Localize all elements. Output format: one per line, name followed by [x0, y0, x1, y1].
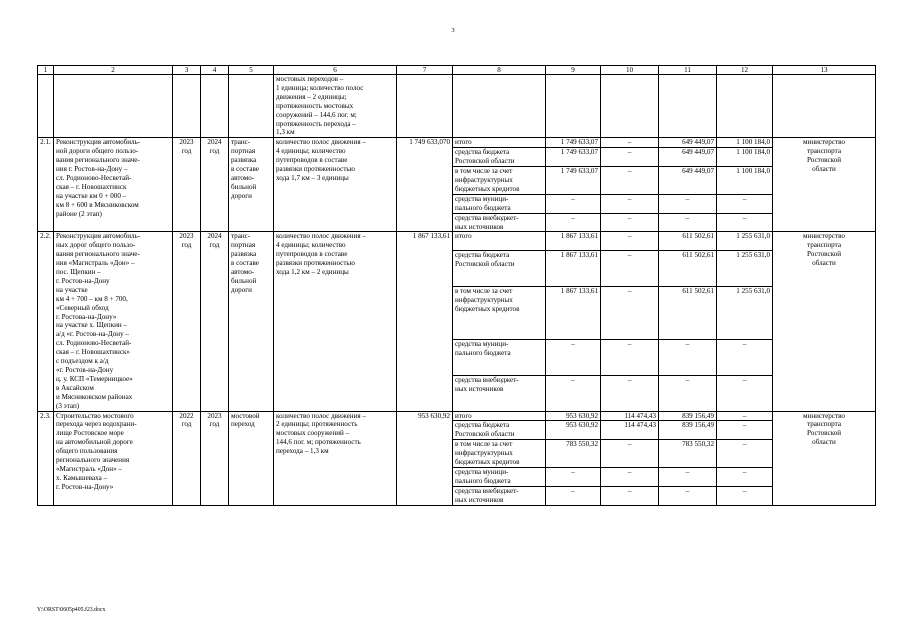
funding-value-c11: 839 156,49 — [659, 421, 717, 440]
funding-value-c10: 114 474,43 — [601, 411, 659, 421]
funding-value-c12: 1 100 184,0 — [717, 138, 773, 148]
funding-value-c12: – — [717, 411, 773, 421]
funding-value-c9: 1 749 633,07 — [546, 148, 601, 167]
program-table — [37, 65, 876, 506]
funding-source: средства бюджета Ростовской области — [453, 251, 546, 287]
funding-value-c10: – — [601, 440, 659, 468]
funding-value-c12: – — [717, 375, 773, 411]
end-year: 2024 год — [201, 232, 229, 411]
executor: министерство транспорта Ростовской области — [773, 232, 876, 411]
header-cell-7: 7 — [397, 66, 453, 75]
funding-value-c11: 649 449,07 — [659, 167, 717, 195]
header-cell-8: 8 — [453, 66, 546, 75]
page-number: 3 — [451, 27, 455, 34]
funding-value-c12: – — [717, 194, 773, 213]
cont-cell — [54, 75, 173, 138]
header-cell-10: 10 — [601, 66, 659, 75]
start-year: 2022 год — [173, 411, 201, 505]
funding-value-c11: – — [659, 486, 717, 505]
funding-value-c11: 783 550,32 — [659, 440, 717, 468]
funding-value-c9: – — [546, 467, 601, 486]
funding-value-c11: – — [659, 194, 717, 213]
project-row — [38, 411, 876, 421]
funding-value-c9: – — [546, 194, 601, 213]
funding-source: итого — [453, 232, 546, 251]
funding-value-c11: 649 449,07 — [659, 148, 717, 167]
file-path: Y:\ORST\0605p405.f23.docx — [37, 607, 106, 613]
continuation-row — [38, 75, 876, 138]
funding-source: в том числе за счет инфраструктурных бюджетных кредитов — [453, 440, 546, 468]
funding-value-c9: 1 867 133,61 — [546, 232, 601, 251]
funding-value-c10: 114 474,43 — [601, 421, 659, 440]
row-number: 2.2. — [38, 232, 54, 411]
header-cell-5: 5 — [229, 66, 274, 75]
row-number: 2.1. — [38, 138, 54, 232]
header-cell-2: 2 — [54, 66, 173, 75]
funding-value-c9: 1 749 633,07 — [546, 167, 601, 195]
executor: министерство транспорта Ростовской области — [773, 138, 876, 232]
cont-cell — [38, 75, 54, 138]
funding-value-c11: – — [659, 375, 717, 411]
funding-value-c12: 1 100 184,0 — [717, 148, 773, 167]
funding-source: средства бюджета Ростовской области — [453, 148, 546, 167]
funding-value-c9: – — [546, 486, 601, 505]
estimated-cost: 1 867 133,61 — [397, 232, 453, 411]
funding-value-c10: – — [601, 232, 659, 251]
funding-source: средства внебюджет- ных источников — [453, 375, 546, 411]
funding-value-c9: 783 550,32 — [546, 440, 601, 468]
capacity: количество полос движения – 4 единицы; количество путепроводов в составе развязки протяженностью хода 1,2 км – 2 единицы — [274, 232, 397, 411]
funding-value-c11: 649 449,07 — [659, 138, 717, 148]
funding-source: итого — [453, 138, 546, 148]
capacity: количество полос движения – 4 единицы; количество путепроводов в составе развязки протяженностью хода 1,7 км – 3 единицы — [274, 138, 397, 232]
funding-value-c10: – — [601, 486, 659, 505]
funding-value-c10: – — [601, 251, 659, 287]
header-cell-4: 4 — [201, 66, 229, 75]
cont-cell — [173, 75, 201, 138]
funding-source: средства внебюджет- ных источников — [453, 213, 546, 232]
funding-source: итого — [453, 411, 546, 421]
header-cell-1: 1 — [38, 66, 54, 75]
start-year: 2023 год — [173, 138, 201, 232]
funding-value-c12: – — [717, 486, 773, 505]
funding-value-c10: – — [601, 213, 659, 232]
funding-value-c10: – — [601, 339, 659, 375]
funding-value-c12: 1 255 631,0 — [717, 251, 773, 287]
project-row — [38, 232, 876, 251]
header-cell-11: 11 — [659, 66, 717, 75]
cont-cell — [229, 75, 274, 138]
funding-value-c9: 1 867 133,61 — [546, 251, 601, 287]
header-row — [38, 66, 876, 75]
project-name: Строительство мостового перехода через водохрани- лище Ростовское море на автомобильной дороге общего пользования регионального значения «Магистраль «Дон» – х. Камышеваха – г. Ростов-на-Дону» — [54, 411, 173, 505]
capacity: количество полос движения – 2 единицы; протяженность мостовых сооружений – 144,6 пог. м; протяженность перехода – 1,3 км — [274, 411, 397, 505]
cont-cell — [397, 75, 453, 138]
funding-value-c12: – — [717, 467, 773, 486]
executor: министерство транспорта Ростовской области — [773, 411, 876, 505]
header-cell-3: 3 — [173, 66, 201, 75]
funding-source: в том числе за счет инфраструктурных бюджетных кредитов — [453, 167, 546, 195]
funding-value-c9: 1 749 633,07 — [546, 138, 601, 148]
estimated-cost: 953 630,92 — [397, 411, 453, 505]
funding-value-c12: 1 255 631,0 — [717, 232, 773, 251]
funding-value-c11: 839 156,49 — [659, 411, 717, 421]
funding-value-c9: 1 867 133,61 — [546, 287, 601, 340]
funding-value-c9: – — [546, 375, 601, 411]
funding-value-c12: – — [717, 421, 773, 440]
funding-source: в том числе за счет инфраструктурных бюджетных кредитов — [453, 287, 546, 340]
funding-value-c12: – — [717, 339, 773, 375]
funding-value-c10: – — [601, 138, 659, 148]
funding-value-c10: – — [601, 467, 659, 486]
continuation-capacity: мостовых переходов – 1 единица; количество полос движения – 2 единицы; протяженность мостовых сооружений – 144,6 пог. м; протяженность перехода – 1,3 км — [274, 75, 397, 138]
funding-value-c11: – — [659, 213, 717, 232]
object-type: транс- портная развязка в составе автомо- бильной дороги — [229, 138, 274, 232]
cont-cell — [546, 75, 601, 138]
estimated-cost: 1 749 633,070 — [397, 138, 453, 232]
end-year: 2023 год — [201, 411, 229, 505]
funding-value-c11: – — [659, 339, 717, 375]
funding-value-c12: 1 100 184,0 — [717, 167, 773, 195]
funding-value-c9: – — [546, 213, 601, 232]
project-name: Реконструкция автомобиль- ной дороги общего пользо- вания регионального значе- ния г. Ростов-на-Дону – сл. Родионово-Несветай- ская – г. Новошахтинск на участке км 0 + 000 – км 8 + 600 в Мясниковском районе (2 этап) — [54, 138, 173, 232]
funding-source: средства муници- пального бюджета — [453, 339, 546, 375]
cont-cell — [453, 75, 546, 138]
row-number: 2.3. — [38, 411, 54, 505]
funding-value-c10: – — [601, 148, 659, 167]
end-year: 2024 год — [201, 138, 229, 232]
funding-value-c9: 953 630,92 — [546, 411, 601, 421]
funding-value-c10: – — [601, 375, 659, 411]
funding-value-c10: – — [601, 167, 659, 195]
cont-cell — [601, 75, 659, 138]
funding-value-c10: – — [601, 194, 659, 213]
cont-cell — [773, 75, 876, 138]
funding-source: средства внебюджет- ных источников — [453, 486, 546, 505]
funding-value-c9: 953 630,92 — [546, 421, 601, 440]
funding-value-c10: – — [601, 287, 659, 340]
funding-source: средства бюджета Ростовской области — [453, 421, 546, 440]
cont-cell — [201, 75, 229, 138]
header-cell-12: 12 — [717, 66, 773, 75]
funding-value-c9: – — [546, 339, 601, 375]
header-cell-13: 13 — [773, 66, 876, 75]
object-type: мостовой переход — [229, 411, 274, 505]
cont-cell — [659, 75, 717, 138]
funding-value-c12: – — [717, 213, 773, 232]
header-cell-9: 9 — [546, 66, 601, 75]
object-type: транс- портная развязка в составе автомо- бильной дороги — [229, 232, 274, 411]
funding-value-c11: – — [659, 467, 717, 486]
start-year: 2023 год — [173, 232, 201, 411]
funding-value-c11: 611 502,61 — [659, 232, 717, 251]
funding-value-c11: 611 502,61 — [659, 251, 717, 287]
header-cell-6: 6 — [274, 66, 397, 75]
funding-value-c12: – — [717, 440, 773, 468]
project-name: Реконструкция автомобиль- ных дорог общего пользо- вания регионального значе- ния «Магистраль «Дон» – пос. Щепкин – г. Ростов-на-Дону на участке км 4 + 700 – км 8 + 700, «Северный обход г. Ростова-на-Дону» на участке х. Щепкин – а/д «г. Ростов-на-Дону – сл. Родионово-Несветай- ская – г. Новошахтинск» с подъездом к а/д «г. Ростов-на-Дону ц. у. КСП «Темерницкое» в Аксайском и Мясниковском районах (3 этап) — [54, 232, 173, 411]
funding-source: средства муници- пального бюджета — [453, 194, 546, 213]
funding-source: средства муници- пального бюджета — [453, 467, 546, 486]
funding-value-c12: 1 255 631,0 — [717, 287, 773, 340]
cont-cell — [717, 75, 773, 138]
funding-value-c11: 611 502,61 — [659, 287, 717, 340]
project-row — [38, 138, 876, 148]
